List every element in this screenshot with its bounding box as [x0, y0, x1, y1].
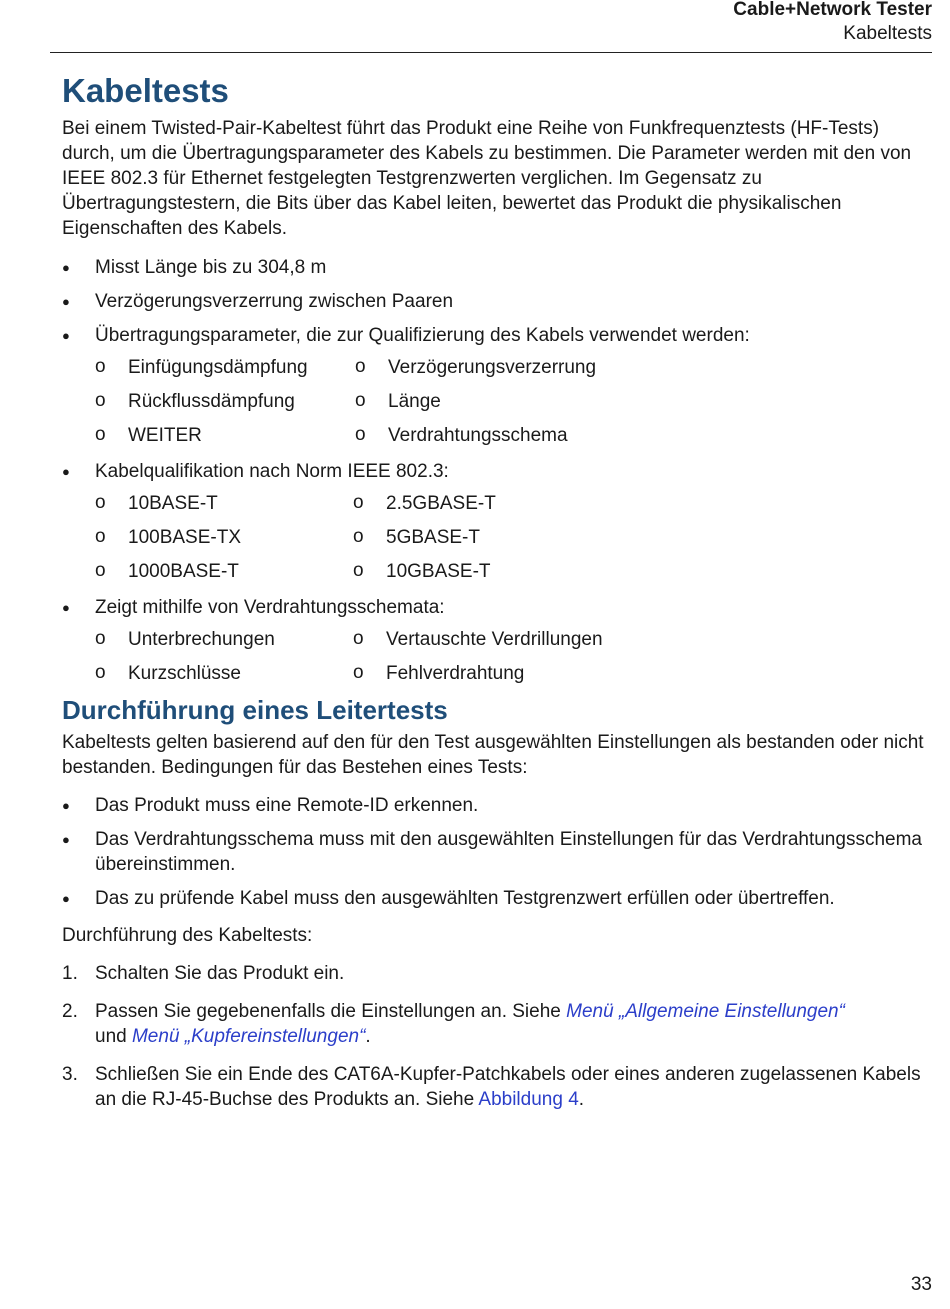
bullet-delay-skew: ● Verzögerungsverzerrung zwischen Paaren: [62, 289, 932, 314]
page-content: [62, 70, 932, 1112]
list-item: o Rückflussdämpfung: [95, 389, 355, 423]
list-item: o Verdrahtungsschema: [355, 423, 655, 457]
step-text: Schließen Sie ein Ende des CAT6A-Kupfer-Patchkabels oder eines anderen zugelassenen Kabels an die RJ-45-Buchse des Produkts an. Siehe: [95, 1064, 921, 1110]
condition-wiremap: ● Das Verdrahtungsschema muss mit den ausgewählten Einstellungen für das Verdrahtungsschema übereinstimmen.: [62, 827, 932, 877]
list-item: o 10GBASE-T: [353, 559, 653, 593]
wiremap-faults-list: [62, 627, 932, 695]
step-text: Passen Sie gegebenenfalls die Einstellungen an. Siehe: [95, 1001, 567, 1022]
bullet-wiremap: ● Zeigt mithilfe von Verdrahtungsschemata:: [62, 595, 932, 620]
list-item: o Fehlverdrahtung: [353, 661, 653, 695]
list-item: o 1000BASE-T: [95, 559, 353, 593]
procedure-intro: Durchführung des Kabeltests:: [62, 925, 313, 946]
condition-remote-id: ● Das Produkt muss eine Remote-ID erkennen.: [62, 793, 932, 818]
step-text: .: [578, 1089, 585, 1110]
bullet-length: ● Misst Länge bis zu 304,8 m: [62, 255, 932, 280]
link-figure-4[interactable]: Abbildung 4: [478, 1089, 579, 1110]
list-item: o Vertauschte Verdrillungen: [353, 627, 653, 661]
step-text: und: [95, 1026, 132, 1047]
step-number: 3.: [62, 1064, 78, 1085]
step-1: [62, 961, 932, 986]
list-item: o 10BASE-T: [95, 491, 353, 525]
step-number: 2.: [62, 1001, 78, 1022]
list-item: o Einfügungsdämpfung: [95, 355, 355, 389]
list-item: o Unterbrechungen: [95, 627, 353, 661]
header-section: Kabeltests: [843, 23, 932, 44]
list-item: o Kurzschlüsse: [95, 661, 353, 695]
list-item: o Verzögerungsverzerrung: [355, 355, 655, 389]
transmission-params-list: [62, 355, 932, 457]
link-copper-settings[interactable]: Menü „Kupfereinstellungen“: [131, 1026, 366, 1047]
step-3: [62, 1062, 932, 1112]
list-item: o 2.5GBASE-T: [353, 491, 653, 525]
header-rule: [50, 52, 932, 53]
section-heading: Durchführung eines Leitertests: [62, 695, 448, 725]
pass-conditions-intro: Kabeltests gelten basierend auf den für den Test ausgewählten Einstellungen als bestanden oder nicht bestanden. Bedingungen für das Bestehen eines Tests:: [62, 732, 924, 778]
list-item: o Länge: [355, 389, 655, 423]
standards-list: [62, 491, 932, 593]
step-2: [62, 999, 932, 1049]
running-header: [733, 0, 932, 46]
list-item: o WEITER: [95, 423, 355, 457]
bullet-cable-qualification: ● Kabelqualifikation nach Norm IEEE 802.3:: [62, 459, 932, 484]
step-text: .: [365, 1026, 371, 1047]
step-number: 1.: [62, 963, 78, 984]
step-text: Schalten Sie das Produkt ein.: [95, 963, 345, 984]
page-title: Kabeltests: [62, 72, 229, 109]
condition-test-limit: ● Das zu prüfende Kabel muss den ausgewählten Testgrenzwert erfüllen oder übertreffen.: [62, 886, 932, 911]
page-number: 33: [910, 1274, 932, 1295]
list-item: o 100BASE-TX: [95, 525, 353, 559]
intro-paragraph: Bei einem Twisted-Pair-Kabeltest führt das Produkt eine Reihe von Funkfrequenztests (HF-Tests) durch, um die Übertragungsparameter des Kabels zu bestimmen. Die Parameter werden mit den von IEEE 802.3 für Ethernet festgelegten Testgrenzwerten verglichen. Im Gegensatz zu Übertragungstestern, die Bits über das Kabel leiten, bewertet das Produkt die physikalischen Eigenschaften des Kabels.: [62, 118, 912, 239]
list-item: o 5GBASE-T: [353, 525, 653, 559]
link-general-settings[interactable]: Menü „Allgemeine Einstellungen“: [566, 1001, 845, 1022]
bullet-transmission-params: ● Übertragungsparameter, die zur Qualifizierung des Kabels verwendet werden:: [62, 323, 932, 348]
header-title: Cable+Network Tester: [733, 0, 932, 20]
